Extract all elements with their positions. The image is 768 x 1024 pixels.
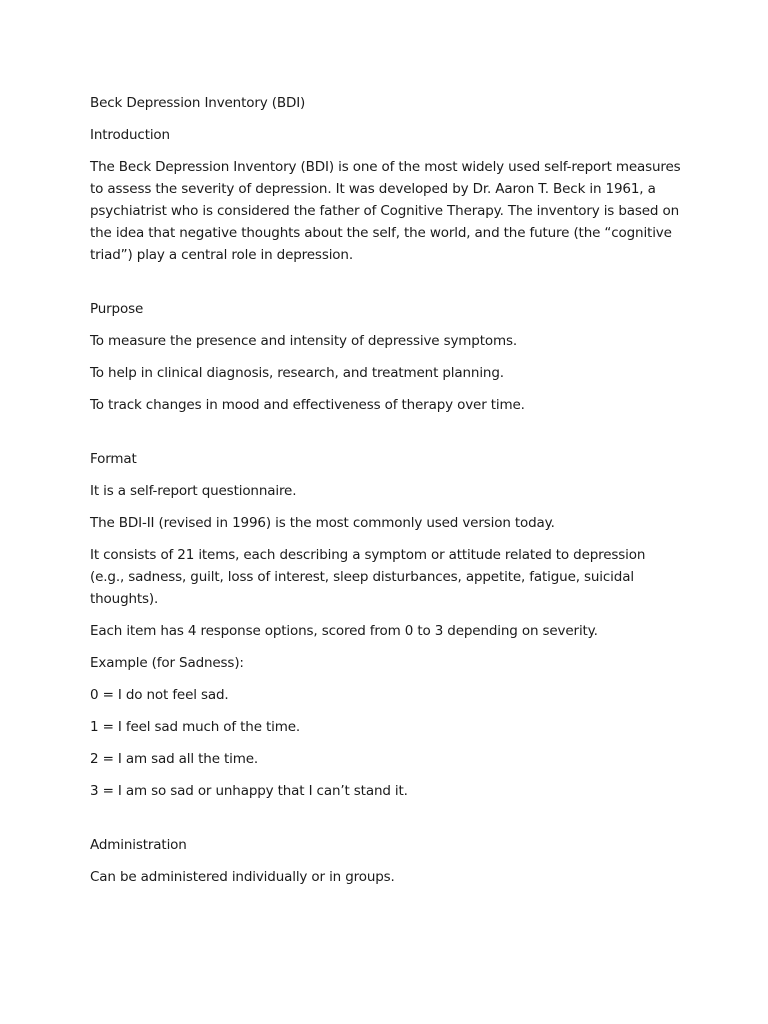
format-example-option: 2 = I am sad all the time.	[90, 751, 259, 767]
format-item: The BDI-II (revised in 1996) is the most commonly used version today.	[90, 515, 555, 531]
format-example-option: 3 = I am so sad or unhappy that I can’t stand it.	[90, 783, 408, 799]
format-example-label: Example (for Sadness):	[90, 655, 244, 671]
format-example-option: 1 = I feel sad much of the time.	[90, 719, 301, 735]
format-item: It consists of 21 items, each describing a symptom or attitude related to depression (e.g., sadness, guilt, loss of interest, sleep disturbances, appetite, fatigue, suicidal thoughts).	[90, 547, 646, 607]
section-heading-purpose: Purpose	[90, 301, 144, 317]
document-title: Beck Depression Inventory (BDI)	[90, 95, 306, 111]
format-item: Each item has 4 response options, scored from 0 to 3 depending on severity.	[90, 623, 598, 639]
document-body	[90, 92, 682, 898]
section-heading-format: Format	[90, 451, 137, 467]
format-item: It is a self-report questionnaire.	[90, 483, 297, 499]
purpose-item: To help in clinical diagnosis, research, and treatment planning.	[90, 365, 504, 381]
purpose-item: To track changes in mood and effectiveness of therapy over time.	[90, 397, 525, 413]
format-example-option: 0 = I do not feel sad.	[90, 687, 229, 703]
section-heading-administration: Administration	[90, 837, 187, 853]
administration-item: Can be administered individually or in groups.	[90, 869, 395, 885]
introduction-paragraph: The Beck Depression Inventory (BDI) is one of the most widely used self-report measures to assess the severity of depression. It was developed by Dr. Aaron T. Beck in 1961, a psychiatrist who is considered the father of Cognitive Therapy. The inventory is based on the idea that negative thoughts about the self, the world, and the future (the “cognitive triad”) play a central role in depression.	[90, 159, 681, 263]
purpose-item: To measure the presence and intensity of depressive symptoms.	[90, 333, 518, 349]
section-heading-introduction: Introduction	[90, 127, 170, 143]
